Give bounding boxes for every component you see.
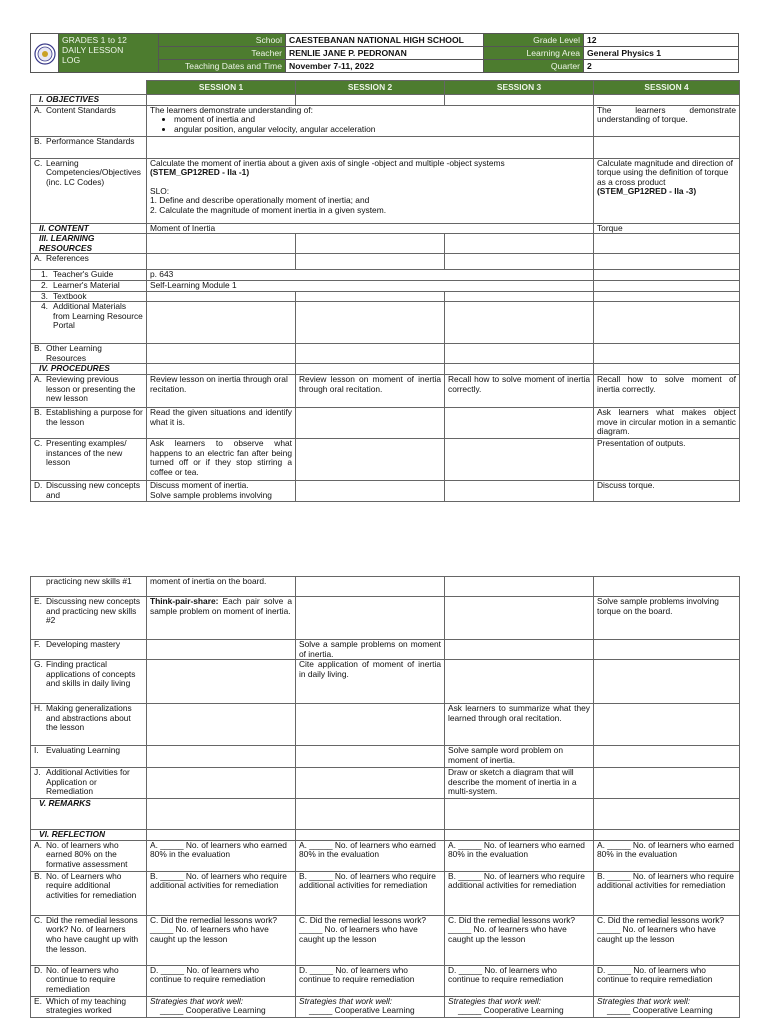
refl-a-s4: A. _____ No. of learners who earned 80% in the evaluation: [594, 840, 740, 871]
refl-b-s2: B. _____ No. of learners who require additional activities for remediation: [296, 871, 445, 915]
proc-a-label: A. Reviewing previous lesson or presenting the new lesson: [31, 374, 147, 407]
proc-c-s4: Presentation of outputs.: [594, 438, 740, 480]
school-value: CAESTEBANAN NATIONAL HIGH SCHOOL: [286, 34, 484, 47]
proc-a-s1: Review lesson on inertia through oral recitation.: [147, 374, 296, 407]
refl-b-s4: B. _____ No. of learners who require additional activities for remediation: [594, 871, 740, 915]
lesson-table-page-2: [30, 576, 740, 1018]
procedures-heading: IV. PROCEDURES: [31, 364, 147, 375]
deped-seal-icon: [31, 34, 59, 73]
session-1-header: SESSION 1: [147, 81, 296, 95]
refl-c-s2: C. Did the remedial lessons work? _____ No. of learners who have caught up the lesson: [296, 915, 445, 965]
proc-j-s3: Draw or sketch a diagram that will describe the moment of inertia in a multi-system.: [445, 768, 594, 799]
proc-i-label: I. Evaluating Learning: [31, 746, 147, 768]
proc-a-s2: Review lesson on moment of inertia through oral recitation.: [296, 374, 445, 407]
proc-b-s4: Ask learners what makes object move in circular motion in a semantic diagram.: [594, 407, 740, 438]
refl-b-s3: B. _____ No. of learners who require additional activities for remediation: [445, 871, 594, 915]
dates-value: November 7-11, 2022: [286, 60, 484, 73]
learners-material-label: 2. Learner's Material: [31, 280, 147, 291]
grade-level-value: 12: [584, 34, 739, 47]
learners-material-s1: Self-Learning Module 1: [147, 280, 594, 291]
performance-standards-label: B. Performance Standards: [31, 136, 147, 158]
references-label: A. References: [31, 254, 147, 270]
proc-i-s3: Solve sample word problem on moment of inertia.: [445, 746, 594, 768]
teachers-guide-label: 1. Teacher's Guide: [31, 270, 147, 281]
refl-c-label: C. Did the remedial lessons work? No. of learners who have caught up with the lesson.: [31, 915, 147, 965]
refl-e-label: E. Which of my teaching strategies worked: [31, 996, 147, 1017]
refl-c-s3: C. Did the remedial lessons work? _____ No. of learners who have caught up the lesson: [445, 915, 594, 965]
refl-d-s4: D. _____ No. of learners who continue to require remediation: [594, 965, 740, 996]
proc-e-s1: Think-pair-share: Each pair solve a sample problem on moment of inertia.: [147, 597, 296, 640]
proc-h-label: H. Making generalizations and abstractions about the lesson: [31, 704, 147, 746]
proc-b-label: B. Establishing a purpose for the lesson: [31, 407, 147, 438]
dates-label: Teaching Dates and Time: [159, 60, 286, 73]
grade-level-label: Grade Level: [484, 34, 584, 47]
refl-a-s3: A. _____ No. of learners who earned 80% in the evaluation: [445, 840, 594, 871]
refl-d-label: D. No. of learners who continue to require remediation: [31, 965, 147, 996]
proc-a-s4: Recall how to solve moment of inertia correctly.: [594, 374, 740, 407]
school-label: School: [159, 34, 286, 47]
textbook-label: 3. Textbook: [31, 291, 147, 302]
session-3-header: SESSION 3: [445, 81, 594, 95]
refl-a-s1: A. _____ No. of learners who earned 80% in the evaluation: [147, 840, 296, 871]
content-s1: Moment of Inertia: [147, 223, 594, 234]
proc-d-label-part1: D. Discussing new concepts and: [31, 480, 147, 501]
proc-f-s2: Solve a sample problems on moment of inertia.: [296, 640, 445, 660]
quarter-label: Quarter: [484, 60, 584, 73]
refl-b-label: B. No. of Learners who require additional activities for remediation: [31, 871, 147, 915]
teacher-value: RENLIE JANE P. PEDRONAN: [286, 47, 484, 60]
refl-a-s2: A. _____ No. of learners who earned 80% in the evaluation: [296, 840, 445, 871]
proc-g-s2: Cite application of moment of inertia in daily living.: [296, 660, 445, 704]
other-resources-label: B. Other Learning Resources: [31, 344, 147, 364]
content-heading: II. CONTENT: [31, 223, 147, 234]
refl-e-s4: Strategies that work well: _____ Cooperative Learning: [594, 996, 740, 1017]
competencies-label: C. Learning Competencies/Objectives (inc. LC Codes): [31, 158, 147, 223]
learning-area-label: Learning Area: [484, 47, 584, 60]
teacher-label: Teacher: [159, 47, 286, 60]
proc-c-label: C. Presenting examples/ instances of the new lesson: [31, 438, 147, 480]
proc-b-s1: Read the given situations and identify what it is.: [147, 407, 296, 438]
proc-j-label: J. Additional Activities for Application or Remediation: [31, 768, 147, 799]
lesson-log-header: [30, 33, 739, 73]
lesson-table-page-1: [30, 80, 740, 502]
remarks-heading: V. REMARKS: [31, 799, 147, 830]
proc-d-s1-part1: Discuss moment of inertia. Solve sample problems involving: [147, 480, 296, 501]
session-4-header: SESSION 4: [594, 81, 740, 95]
learning-area-value: General Physics 1: [584, 47, 739, 60]
proc-d-s1-part2: moment of inertia on the board.: [147, 577, 296, 597]
refl-e-s3: Strategies that work well: _____ Cooperative Learning: [445, 996, 594, 1017]
proc-f-label: F. Developing mastery: [31, 640, 147, 660]
objectives-heading: I. OBJECTIVES: [31, 95, 147, 106]
content-standards-s1: The learners demonstrate understanding of: • moment of inertia and • angular position, angular velocity, angular acceleration: [147, 105, 594, 136]
reflection-heading: VI. REFLECTION: [31, 830, 147, 841]
refl-e-s2: Strategies that work well: _____ Cooperative Learning: [296, 996, 445, 1017]
competencies-s4: Calculate magnitude and direction of torque using the definition of torque as a cross product (STEM_GP12RED - IIa -3): [594, 158, 740, 223]
refl-c-s4: C. Did the remedial lessons work? _____ No. of learners who have caught up the lesson: [594, 915, 740, 965]
proc-d-label-part2: practicing new skills #1: [31, 577, 147, 597]
content-s4: Torque: [594, 223, 740, 234]
additional-materials-label: 4. Additional Materials from Learning Resource Portal: [31, 302, 147, 344]
proc-d-s4: Discuss torque.: [594, 480, 740, 501]
proc-g-label: G. Finding practical applications of concepts and skills in daily living: [31, 660, 147, 704]
proc-c-s1: Ask learners to observe what happens to an electric fan after being turned off or if they stop stirring a coffee or tea.: [147, 438, 296, 480]
refl-d-s2: D. _____ No. of learners who continue to require remediation: [296, 965, 445, 996]
proc-e-label: E. Discussing new concepts and practicing new skills #2: [31, 597, 147, 640]
refl-d-s3: D. _____ No. of learners who continue to require remediation: [445, 965, 594, 996]
proc-a-s3: Recall how to solve moment of inertia correctly.: [445, 374, 594, 407]
session-2-header: SESSION 2: [296, 81, 445, 95]
competencies-s1: Calculate the moment of inertia about a given axis of single -object and multiple -object systems (STEM_GP12RED - IIa -1) SLO: 1. Define and describe operationally moment of inertia; and 2. Calculate the magnitude of moment inertia in a given system.: [147, 158, 594, 223]
log-title: GRADES 1 to 12 DAILY LESSON LOG: [59, 34, 159, 73]
quarter-value: 2: [584, 60, 739, 73]
proc-e-s4: Solve sample problems involving torque on the board.: [594, 597, 740, 640]
proc-h-s3: Ask learners to summarize what they learned through oral recitation.: [445, 704, 594, 746]
content-standards-s4: The learners demonstrate understanding of torque.: [594, 105, 740, 136]
refl-a-label: A. No. of learners who earned 80% on the formative assessment: [31, 840, 147, 871]
refl-c-s1: C. Did the remedial lessons work? _____ No. of learners who have caught up the lesson: [147, 915, 296, 965]
content-standards-label: A. Content Standards: [31, 105, 147, 136]
refl-d-s1: D. _____ No. of learners who continue to require remediation: [147, 965, 296, 996]
resources-heading: III. LEARNING RESOURCES: [31, 234, 147, 254]
teachers-guide-s1: p. 643: [147, 270, 594, 281]
refl-b-s1: B. _____ No. of learners who require additional activities for remediation: [147, 871, 296, 915]
refl-e-s1: Strategies that work well: _____ Cooperative Learning: [147, 996, 296, 1017]
